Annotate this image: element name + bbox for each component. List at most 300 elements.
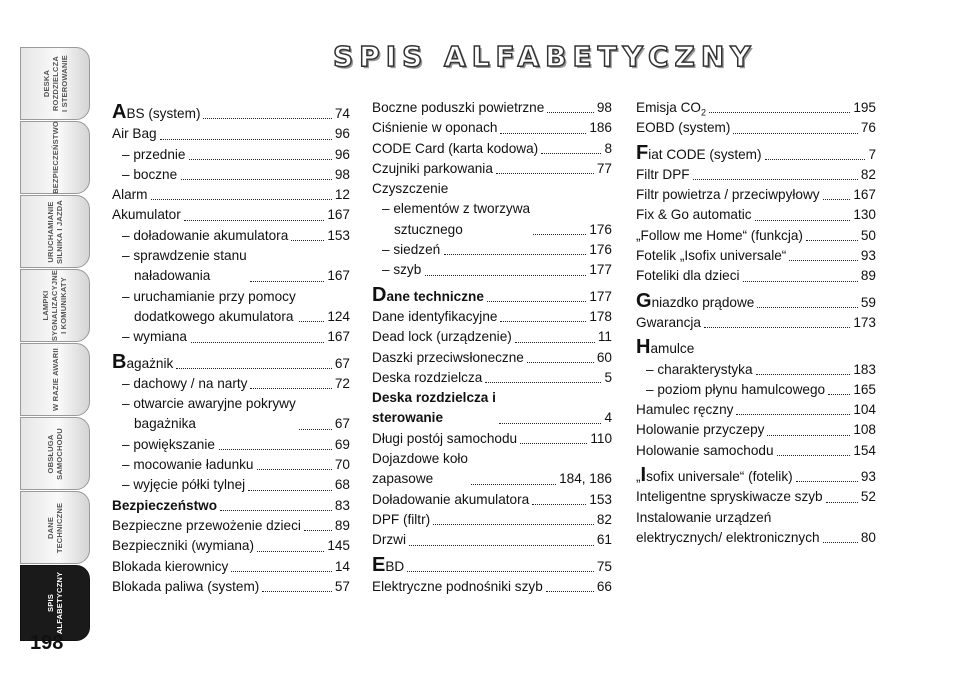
entry-label — [382, 240, 441, 260]
tab-label: DANE TECHNICZNE — [46, 502, 64, 553]
entry-label — [636, 226, 803, 246]
dot-leader — [181, 179, 332, 180]
entry-label — [372, 307, 497, 327]
entry-initial: E — [372, 553, 386, 576]
entry-initial: I — [640, 464, 647, 487]
entry-label — [636, 98, 706, 118]
index-entry[interactable] — [372, 530, 612, 550]
entry-label — [122, 226, 288, 246]
entry-page: 72 — [334, 375, 350, 391]
entry-page: 82 — [596, 511, 612, 527]
tab-w-razie-awarii[interactable] — [20, 343, 90, 416]
dot-leader — [547, 112, 594, 113]
entry-text: DPF (filtr) — [372, 511, 431, 527]
index-entry[interactable] — [112, 475, 350, 495]
index-entry[interactable] — [112, 287, 350, 328]
entry-page: 153 — [589, 491, 612, 507]
dot-leader — [755, 220, 851, 221]
entry-text: Bezpieczne przewożenie dzieci — [112, 517, 301, 533]
dot-leader — [487, 301, 586, 302]
entry-text: Czyszczenie — [372, 181, 449, 197]
entry-text: – siedzeń — [382, 242, 441, 258]
entry-text: Akumulator — [112, 207, 181, 223]
index-entry[interactable] — [112, 327, 350, 347]
dot-leader — [257, 469, 332, 470]
entry-page: 69 — [334, 436, 350, 452]
dot-leader — [704, 327, 850, 328]
index-entry[interactable] — [636, 246, 876, 266]
entry-text: sofix universale“ (fotelik) — [646, 469, 793, 485]
dot-leader — [191, 342, 325, 343]
dot-leader — [796, 481, 858, 482]
entry-page: 98 — [596, 100, 612, 115]
entry-label — [636, 118, 730, 138]
index-entry[interactable] — [636, 313, 876, 333]
tab-label: LAMPKI SYGNALIZACYJNE I KOMUNIKATY — [41, 269, 69, 342]
entry-text: Blokada kierownicy — [112, 558, 229, 574]
index-entry[interactable] — [372, 240, 612, 260]
index-entry[interactable] — [372, 388, 612, 429]
entry-label — [636, 185, 820, 205]
dot-leader — [693, 179, 858, 180]
dot-leader — [176, 368, 332, 369]
entry-label — [372, 490, 529, 510]
entry-text: Blokada paliwa (system) — [112, 578, 260, 594]
index-entry[interactable] — [372, 368, 612, 388]
entry-text: – elementów z tworzywa sztucznego — [382, 201, 531, 237]
entry-label — [636, 441, 774, 461]
index-entry[interactable] — [636, 337, 876, 359]
entry-label — [372, 139, 538, 159]
index-entry[interactable] — [636, 143, 876, 165]
entry-label — [636, 465, 793, 487]
index-entry[interactable] — [112, 557, 350, 577]
index-entry[interactable] — [112, 185, 350, 205]
index-entry[interactable] — [636, 420, 876, 440]
index-entry[interactable] — [636, 185, 876, 205]
entry-label — [122, 374, 247, 394]
entry-page: 176 — [589, 221, 612, 237]
index-entry[interactable] — [636, 291, 876, 313]
index-entry[interactable] — [372, 139, 612, 159]
entry-text: Drzwi — [372, 532, 406, 548]
entry-label — [122, 246, 247, 287]
index-entry[interactable] — [112, 516, 350, 536]
index-entry[interactable] — [636, 487, 876, 507]
entry-label — [636, 420, 764, 440]
entry-page: 70 — [334, 457, 350, 473]
index-entry[interactable] — [112, 435, 350, 455]
entry-text: Air Bag — [112, 126, 157, 142]
entry-initial: G — [636, 289, 652, 312]
dot-leader — [515, 342, 595, 343]
dot-leader — [250, 281, 325, 282]
entry-label — [122, 327, 188, 347]
dot-leader — [444, 254, 586, 255]
entry-label — [372, 530, 406, 550]
dot-leader — [248, 490, 332, 491]
entry-label — [646, 380, 825, 400]
dot-leader — [527, 362, 594, 363]
entry-text: – wymiana — [122, 329, 187, 345]
entry-text: Długi postój samochodu — [372, 430, 518, 446]
dot-leader — [828, 394, 850, 395]
entry-page: 104 — [853, 402, 876, 418]
index-entry[interactable] — [112, 165, 350, 185]
entry-page: 50 — [860, 227, 876, 243]
entry-label — [112, 352, 173, 374]
entry-label — [122, 435, 216, 455]
entry-page: 74 — [334, 106, 350, 121]
entry-text: – poziom płynu hamulcowego — [646, 381, 826, 397]
entry-label — [372, 118, 497, 138]
entry-text: Hamulec ręczny — [636, 402, 734, 418]
dot-leader — [485, 382, 601, 383]
entry-label — [372, 98, 544, 118]
dot-leader — [826, 502, 858, 503]
index-entry[interactable] — [636, 205, 876, 225]
tab-label: W RAZIE AWARII — [50, 348, 60, 411]
entry-label — [112, 496, 217, 516]
entry-label — [112, 536, 254, 556]
dot-leader — [203, 118, 331, 119]
tab-bezpieczenstwo[interactable] — [20, 121, 90, 194]
index-entry[interactable] — [372, 199, 612, 240]
entry-page: 167 — [327, 329, 350, 345]
entry-text: Dead lock (urządzenie) — [372, 329, 512, 345]
entry-label — [122, 394, 296, 435]
entry-text: Filtr powietrza / przeciwpyłowy — [636, 187, 820, 203]
entry-label — [636, 508, 820, 549]
entry-page: 183 — [853, 361, 876, 377]
entry-page: 96 — [334, 126, 350, 142]
entry-page: 75 — [596, 558, 612, 574]
entry-text: – dachowy / na narty — [122, 375, 248, 391]
entry-page: 165 — [853, 381, 876, 397]
entry-label — [372, 429, 517, 449]
index-column-3 — [636, 98, 876, 548]
entry-label — [372, 577, 543, 597]
index-entry[interactable] — [112, 246, 350, 287]
entry-page: 195 — [853, 100, 876, 115]
dot-leader — [520, 443, 587, 444]
entry-page: 145 — [327, 538, 350, 554]
entry-text: EOBD (system) — [636, 120, 731, 136]
entry-label — [372, 285, 484, 307]
dot-leader — [257, 551, 324, 552]
entry-page: 178 — [589, 308, 612, 324]
entry-initial: F — [636, 141, 649, 164]
entry-label — [122, 165, 178, 185]
index-entry[interactable] — [636, 360, 876, 380]
entry-text: Instalowanie urządzeń elektrycznych/ elektronicznych — [636, 509, 820, 545]
index-entry[interactable] — [372, 98, 612, 118]
tab-spis-alfabetyczny[interactable] — [20, 565, 90, 641]
entry-page: 110 — [590, 430, 612, 446]
entry-text: Daszki przeciwsłoneczne — [372, 349, 524, 365]
entry-label — [372, 510, 430, 530]
dot-leader — [756, 374, 850, 375]
index-entry[interactable] — [636, 441, 876, 461]
entry-text: Holowanie przyczepy — [636, 422, 765, 438]
dot-leader — [743, 281, 858, 282]
entry-label — [382, 260, 422, 280]
index-entry[interactable] — [372, 159, 612, 179]
entry-label — [372, 327, 512, 347]
entry-text: Inteligentne spryskiwacze szyb — [636, 489, 823, 505]
index-entry[interactable] — [372, 449, 612, 490]
dot-leader — [736, 414, 850, 415]
index-column-2 — [372, 98, 612, 597]
entry-text: – wyjęcie półki tylnej — [122, 477, 246, 493]
index-entry[interactable] — [112, 394, 350, 435]
index-entry[interactable] — [112, 352, 350, 374]
entry-page: 8 — [604, 140, 612, 156]
dot-leader — [496, 173, 594, 174]
tab-label: DESKA ROZDZIELCZA I STEROWANIE — [41, 55, 69, 112]
dot-leader — [299, 321, 325, 322]
dot-leader — [733, 133, 857, 134]
entry-text: Fix & Go automatic — [636, 207, 752, 223]
index-entry[interactable] — [372, 490, 612, 510]
entry-text: – powiększanie — [122, 436, 215, 452]
index-entry[interactable] — [372, 179, 612, 199]
entry-text: Dane identyfikacyjne — [372, 308, 498, 324]
index-entry[interactable] — [372, 327, 612, 347]
index-entry[interactable] — [372, 348, 612, 368]
entry-label — [112, 516, 301, 536]
dot-leader — [407, 571, 594, 572]
entry-page: 177 — [589, 288, 612, 304]
dot-leader — [532, 504, 586, 505]
entry-label — [636, 165, 690, 185]
entry-page: 76 — [860, 120, 876, 136]
entry-text: Gwarancja — [636, 314, 701, 330]
dot-leader — [184, 220, 325, 221]
entry-page: 184, 186 — [559, 471, 612, 487]
index-entry[interactable] — [372, 577, 612, 597]
entry-label — [372, 179, 448, 199]
index-entry[interactable] — [636, 465, 876, 487]
index-entry[interactable] — [112, 577, 350, 597]
dot-leader — [500, 133, 586, 134]
entry-page: 5 — [604, 369, 612, 385]
entry-page: 11 — [597, 329, 612, 345]
index-entry[interactable] — [372, 118, 612, 138]
entry-text: – sprawdzenie stanu naładowania — [122, 248, 247, 284]
page-title: SPIS ALFABETYCZNY — [333, 40, 757, 73]
dot-leader — [219, 449, 332, 450]
entry-page: 68 — [334, 477, 350, 493]
tab-label: URUCHAMIANIE SILNIKA I JAZDA — [45, 199, 64, 264]
tab-uruchamianie[interactable] — [20, 195, 90, 268]
entry-text: Alarm — [112, 187, 148, 203]
entry-label — [636, 313, 701, 333]
tab-dane-techniczne[interactable] — [20, 491, 90, 564]
entry-page: 93 — [860, 469, 876, 485]
entry-text: – charakterystyka — [646, 361, 753, 377]
index-entry[interactable] — [112, 226, 350, 246]
entry-page: 7 — [868, 146, 876, 162]
index-entry[interactable] — [112, 536, 350, 556]
index-entry[interactable] — [372, 510, 612, 530]
entry-label — [372, 368, 482, 388]
dot-leader — [541, 153, 601, 154]
entry-page: 124 — [327, 308, 350, 324]
index-entry[interactable] — [372, 260, 612, 280]
entry-page: 177 — [589, 262, 612, 278]
dot-leader — [471, 484, 556, 485]
entry-text: – doładowanie akumulatora — [122, 227, 289, 243]
entry-label — [112, 185, 148, 205]
entry-text: CODE Card (karta kodowa) — [372, 140, 539, 156]
dot-leader — [709, 112, 850, 113]
entry-initial: B — [112, 350, 127, 373]
entry-text: agażnik — [126, 355, 174, 371]
entry-page: 14 — [334, 558, 350, 574]
entry-page: 167 — [327, 268, 350, 284]
index-entry[interactable] — [372, 307, 612, 327]
dot-leader — [546, 591, 594, 592]
index-entry[interactable] — [112, 455, 350, 475]
tab-label: SPIS ALFABETYCZNY — [46, 571, 64, 635]
index-entry[interactable] — [636, 118, 876, 138]
tab-deska-rozdzielcza[interactable] — [20, 47, 90, 120]
index-entry[interactable] — [636, 98, 876, 118]
dot-leader — [304, 530, 332, 531]
entry-page: 93 — [860, 248, 876, 264]
entry-page: 67 — [334, 416, 350, 432]
entry-text: iat CODE (system) — [648, 146, 762, 162]
entry-page: 154 — [853, 442, 876, 458]
entry-page: 96 — [334, 146, 350, 162]
index-entry[interactable] — [112, 205, 350, 225]
entry-page: 82 — [860, 166, 876, 182]
index-entry[interactable] — [372, 555, 612, 577]
index-entry[interactable] — [636, 380, 876, 400]
entry-page: 12 — [334, 187, 350, 203]
dot-leader — [250, 388, 331, 389]
entry-text: Bezpieczniki (wymiana) — [112, 538, 255, 554]
entry-text: amulce — [650, 341, 695, 357]
index-entry[interactable] — [372, 429, 612, 449]
index-entry[interactable] — [112, 102, 350, 124]
entry-page: 66 — [596, 578, 612, 594]
entry-page: 153 — [327, 227, 350, 243]
entry-label — [636, 291, 754, 313]
tab-lampki[interactable] — [20, 269, 90, 342]
entry-text: Holowanie samochodu — [636, 442, 774, 458]
entry-text: Deska rozdzielcza — [372, 369, 483, 385]
dot-leader — [409, 545, 594, 546]
entry-text: – mocowanie ładunku — [122, 457, 254, 473]
entry-page: 52 — [860, 489, 876, 505]
index-entry[interactable] — [636, 400, 876, 420]
tab-obsluga[interactable] — [20, 417, 90, 490]
entry-page: 167 — [327, 207, 350, 223]
entry-page: 89 — [334, 517, 350, 533]
entry-label — [636, 246, 786, 266]
entry-text: – szyb — [382, 262, 422, 278]
tab-label: OBSŁUGA SAMOCHODU — [46, 427, 64, 480]
entry-text: BD — [385, 558, 405, 574]
entry-initial: D — [372, 283, 387, 306]
entry-initial: A — [112, 101, 127, 123]
dot-leader — [806, 240, 858, 241]
entry-text: Deska rozdzielcza i sterowanie — [372, 390, 496, 426]
dot-leader — [767, 435, 850, 436]
entry-text: Elektryczne podnośniki szyb — [372, 578, 543, 594]
entry-label — [112, 102, 200, 124]
index-entry[interactable] — [636, 508, 876, 549]
entry-label — [112, 577, 259, 597]
entry-label — [372, 555, 404, 577]
entry-text: Doładowanie akumulatora — [372, 491, 530, 507]
index-entry[interactable] — [112, 374, 350, 394]
index-entry[interactable] — [636, 266, 876, 286]
entry-page: 186 — [589, 120, 612, 136]
dot-leader — [533, 234, 586, 235]
entry-label — [382, 199, 530, 240]
dot-leader — [765, 159, 866, 160]
dot-leader — [189, 159, 332, 160]
entry-label — [122, 475, 245, 495]
entry-label — [646, 360, 753, 380]
entry-initial: H — [636, 336, 651, 359]
entry-text: niazdko prądowe — [651, 294, 755, 310]
dot-leader — [757, 307, 858, 308]
entry-page: 59 — [860, 294, 876, 310]
entry-text: Foteliki dla dzieci — [636, 268, 740, 284]
index-entry[interactable] — [112, 496, 350, 516]
entry-text: Emisja CO — [636, 100, 701, 115]
entry-text: Czujniki parkowania — [372, 160, 493, 176]
dot-leader — [777, 455, 851, 456]
dot-leader — [262, 591, 332, 592]
entry-text: – otwarcie awaryjne pokrywy bagażnika — [122, 396, 296, 432]
dot-leader — [433, 524, 594, 525]
entry-page: 83 — [334, 497, 350, 513]
entry-label — [112, 205, 181, 225]
entry-text: ane techniczne — [386, 288, 484, 304]
entry-label — [112, 124, 157, 144]
entry-page: 77 — [596, 160, 612, 176]
index-entry[interactable] — [112, 124, 350, 144]
entry-text: – boczne — [122, 166, 178, 182]
index-entry[interactable] — [372, 285, 612, 307]
entry-text: Bezpieczeństwo — [112, 497, 217, 513]
entry-text: „Follow me Home“ (funkcja) — [636, 227, 803, 243]
chapter-tabs — [20, 47, 90, 641]
entry-page: 98 — [334, 166, 350, 182]
entry-page: 176 — [589, 242, 612, 258]
entry-subscript: 2 — [700, 107, 706, 118]
entry-page: 173 — [853, 314, 876, 330]
entry-text: BS (system) — [126, 106, 201, 121]
entry-text: Ciśnienie w oponach — [372, 120, 498, 136]
dot-leader — [220, 510, 332, 511]
entry-label — [372, 388, 496, 429]
entry-page: 130 — [853, 207, 876, 223]
index-entry[interactable] — [636, 165, 876, 185]
dot-leader — [299, 429, 332, 430]
index-entry[interactable] — [636, 226, 876, 246]
entry-page: 4 — [604, 410, 612, 426]
index-entry[interactable] — [112, 145, 350, 165]
entry-label — [636, 205, 752, 225]
entry-label — [122, 455, 254, 475]
dot-leader — [151, 199, 332, 200]
